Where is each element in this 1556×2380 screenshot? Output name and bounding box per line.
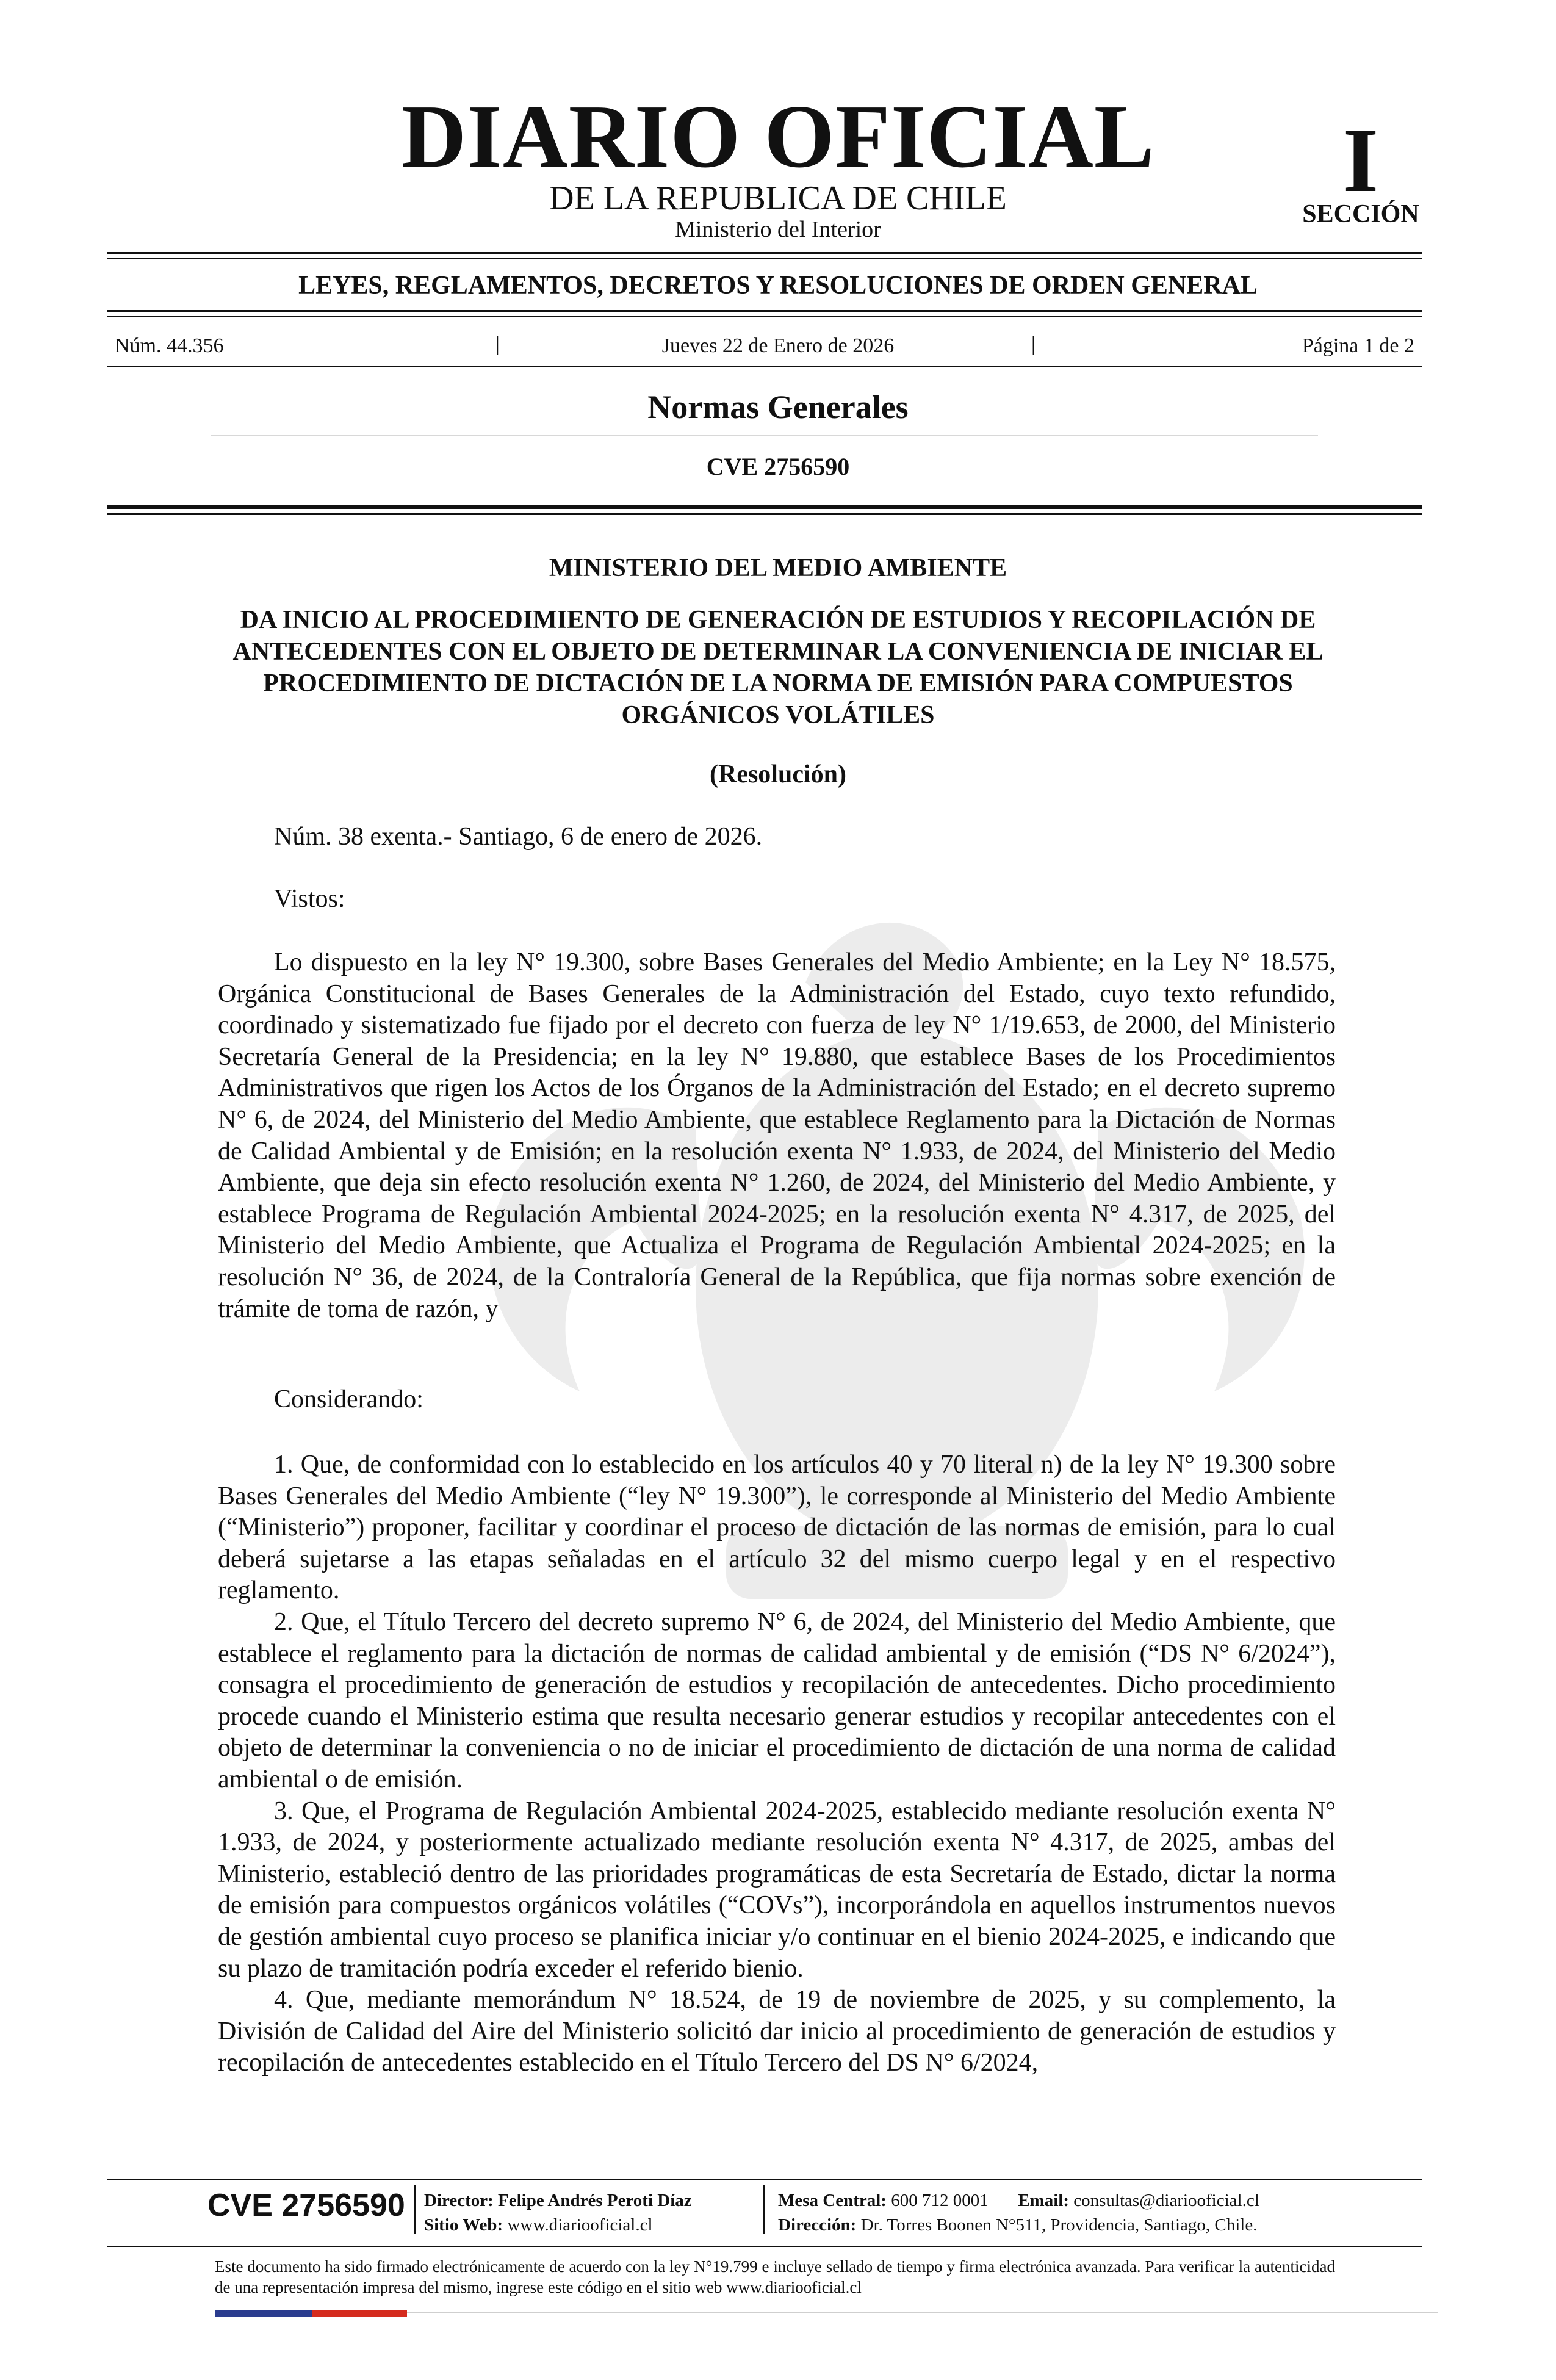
issue-rule [107, 366, 1422, 367]
section-heading-rule [211, 435, 1318, 436]
footer-site [424, 2216, 653, 2234]
cve-code: CVE 2756590 [706, 453, 850, 480]
category-rule-2 [107, 316, 1422, 317]
issue-number: Núm. 44.356 [115, 334, 224, 357]
footer-director [424, 2192, 692, 2210]
section-number: I [1342, 110, 1379, 211]
address-label: Dirección: [778, 2215, 857, 2235]
masthead-rule-top-2 [107, 258, 1422, 259]
considerando-paragraph: 2. Que, el Título Tercero del decreto supremo N° 6, de 2024, del Ministerio del Medio Ambiente, que establece el reglamento para la dictación de normas de calidad ambiental y de emisión (“DS N° 6/2024”), consagra el procedimiento de generación de estudios y recopilación de antecedentes. Dicho procedimiento procede cuando el Ministerio estima que resulta necesario generar estudios y recopilar antecedentes con el objeto de determinar la conveniencia o no de iniciar el procedimiento de dictación de una norma de calidad ambiental o de emisión. [218, 1607, 1336, 1794]
section-label: SECCIÓN [1302, 200, 1419, 228]
footer-divider [414, 2185, 416, 2234]
footer-divider [763, 2185, 765, 2234]
document-title: DA INICIO AL PROCEDIMIENTO DE GENERACIÓN DE ESTUDIOS Y RECOPILACIÓN DE ANTECEDENTES CON EL OBJETO DE DETERMINAR LA CONVENIENCIA DE INICIAR EL PROCEDIMIENTO DE DICTACIÓN DE LA NORMA DE EMISIÓN PARA COMPUESTOS ORGÁNICOS VOLÁTILES [232, 606, 1324, 729]
phone-number: 600 712 0001 [891, 2191, 989, 2210]
flag-stripe-red [312, 2310, 407, 2317]
footer-rule-mid [107, 2246, 1422, 2247]
category-rule-1 [107, 310, 1422, 312]
director-label: Director: [424, 2191, 494, 2210]
document-type: (Resolución) [710, 760, 846, 788]
director-name: Felipe Andrés Peroti Díaz [498, 2191, 692, 2210]
site-label: Sitio Web: [424, 2215, 503, 2235]
site-link[interactable]: www.diariooficial.cl [507, 2215, 653, 2235]
address-text: Dr. Torres Boonen N°511, Providencia, Santiago, Chile. [860, 2215, 1258, 2235]
considerando-label: Considerando: [274, 1385, 423, 1413]
issue-page: Página 1 de 2 [1302, 334, 1414, 357]
considerando-paragraph: 4. Que, mediante memorándum N° 18.524, de 19 de noviembre de 2025, y su complemento, la División de Calidad del Aire del Ministerio solicitó dar inicio al procedimiento de generación de estudios y recopilación de antecedentes establecido en el Título Tercero del DS N° 6/2024, [218, 1986, 1336, 2077]
resolution-number-line: Núm. 38 exenta.- Santiago, 6 de enero de 2026. [274, 823, 763, 851]
issue-separator: | [1031, 333, 1036, 356]
phone-label: Mesa Central: [778, 2191, 887, 2210]
considerando-paragraph: 3. Que, el Programa de Regulación Ambiental 2024-2025, establecido mediante resolución exenta N° 1.933, de 2024, y posteriormente actualizado mediante resolución exenta N° 4.317, de 2025, ambas del Ministerio, estableció dentro de las prioridades programáticas de esta Secretaría de Estado, dictar la norma de emisión para compuestos orgánicos volátiles (“COVs”), incorporándola en aquellos instrumentos nuevos de gestión ambiental cuyo proceso se planifica iniciar y/o continuar en el bienio 2024-2025, e indicando que su plazo de tramitación podría exceder el referido bienio. [218, 1797, 1336, 1983]
masthead-rule-top [107, 252, 1422, 254]
section-heading: Normas Generales [647, 389, 909, 425]
vistos-text: Lo dispuesto en la ley N° 19.300, sobre Bases Generales del Medio Ambiente; en la Ley N° 18.575, Orgánica Constitucional de Bases Generales de la Administración del Estado, cuyo texto refundido, coordinado y sistematizado fue fijado por el decreto con fuerza de ley N° 1/19.653, de 2000, del Ministerio Secretaría General de la Presidencia; en la ley N° 19.880, que establece Bases de los Procedimientos Administrativos que rigen los Actos de los Órganos de la Administración del Estado; en el decreto supremo N° 6, de 2024, del Ministerio del Medio Ambiente, que establece Reglamento para la Dictación de Normas de Calidad Ambiental y de Emisión; en la resolución exenta N° 1.933, de 2024, del Ministerio del Medio Ambiente, que deja sin efecto resolución exenta N° 1.260, de 2024, del Ministerio del Medio Ambiente, y establece Programa de Regulación Ambiental 2024-2025; en la resolución exenta N° 4.317, de 2025, del Ministerio del Medio Ambiente, que Actualiza el Programa de Regulación Ambiental 2024-2025; en la resolución N° 36, de 2024, de la Contraloría General de la República, que fija normas sobre exención de trámite de toma de razón, y [218, 948, 1336, 1323]
issue-date: Jueves 22 de Enero de 2026 [661, 334, 895, 357]
masthead-title: DIARIO OFICIAL [401, 87, 1155, 187]
email-link[interactable]: consultas@diariooficial.cl [1073, 2191, 1259, 2210]
masthead-subtitle: DE LA REPUBLICA DE CHILE [549, 179, 1007, 217]
category-heading: LEYES, REGLAMENTOS, DECRETOS Y RESOLUCIONES DE ORDEN GENERAL [298, 272, 1258, 300]
issue-separator: | [495, 333, 500, 356]
email-label: Email: [1018, 2191, 1069, 2210]
footer-address [778, 2216, 1257, 2234]
footer-rule-top [107, 2179, 1422, 2180]
footer-phone [778, 2192, 1259, 2210]
header-rule-thin [107, 513, 1422, 515]
considerandos-list [218, 1449, 1336, 2079]
footer-cve: CVE 2756590 [207, 2188, 405, 2223]
flag-stripe-blue [215, 2310, 312, 2317]
footer-signature-note: Este documento ha sido firmado electrónicamente de acuerdo con la ley N°19.799 e incluye sellado de tiempo y firma electrónica avanzada. Para verificar la autenticidad de una representación impresa del mismo, ingrese este código en el sitio web www.diariooficial.cl [215, 2257, 1335, 2296]
issuing-ministry: MINISTERIO DEL MEDIO AMBIENTE [549, 554, 1007, 582]
vistos-paragraph [218, 947, 1336, 1325]
header-rule-thick [107, 505, 1422, 509]
masthead-ministry: Ministerio del Interior [675, 217, 881, 242]
vistos-label: Vistos: [274, 885, 345, 913]
considerando-paragraph: 1. Que, de conformidad con lo establecido en los artículos 40 y 70 literal n) de la ley N° 19.300 sobre Bases Generales del Medio Ambiente (“ley N° 19.300”), le corresponde al Ministerio del Medio Ambiente (“Ministerio”) proponer, facilitar y coordinar el proceso de dictación de las normas de emisión, para lo cual deberá sujetarse a las etapas señaladas en el artículo 32 del mismo cuerpo legal y en el respectivo reglamento. [218, 1451, 1336, 1605]
